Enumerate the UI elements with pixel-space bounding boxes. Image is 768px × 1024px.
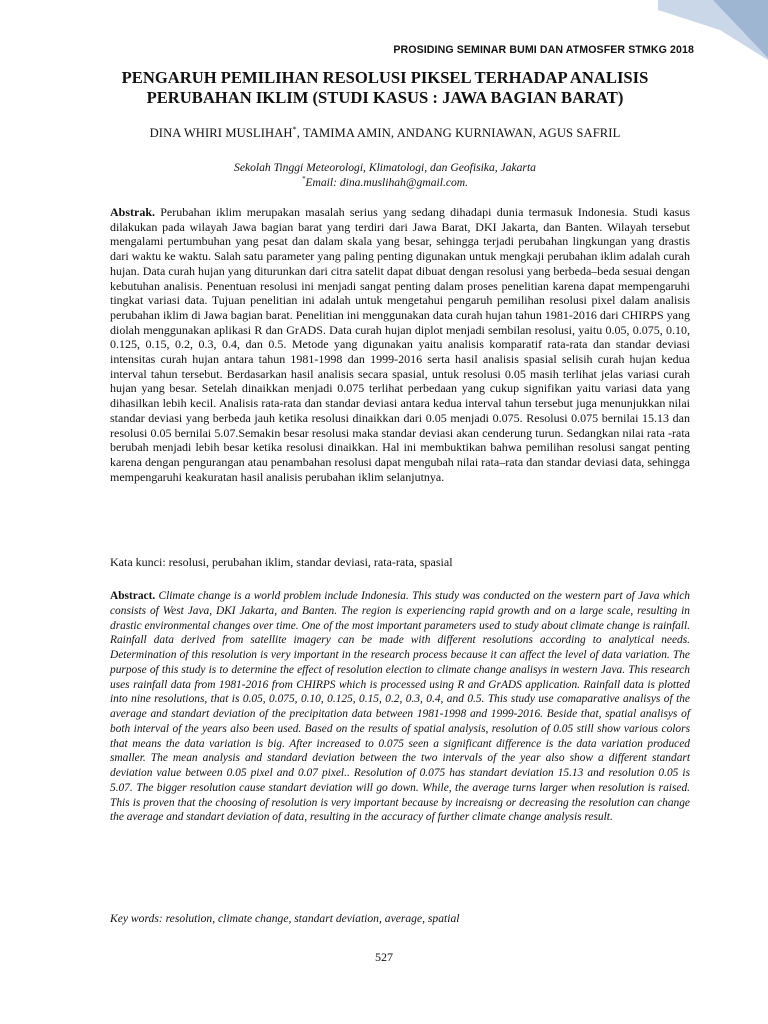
keywords-en: Key words: resolution, climate change, standart deviation, average, spatial: [110, 912, 460, 925]
affiliation-block: [90, 160, 680, 190]
email-line: [90, 175, 680, 190]
title-line-2: PERUBAHAN IKLIM (STUDI KASUS : JAWA BAGIAN BARAT): [146, 88, 624, 107]
abstract-text: Climate change is a world problem include Indonesia. This study was conducted on the western part of Java which consists of West Java, DKI Jakarta, and Banten. The region is experiencing rapid growth and on a large scale, resulting in drastic environmental changes over time. One of the most important parameters used to study about climate change is rainfall. Rainfall data derived from satellite imagery can be made with different resolutions according to analytical needs. Determination of this resolution is very important in the research process because it can affect the level of data variation. The purpose of this study is to determine the effect of resolution election to climate change analisys in western Java. This research uses rainfall data from 1981-2016 from CHIRPS which is processed using R and GrADS application. Rainfall data is plotted into nine resolutions, that is 0.05, 0.075, 0.10, 0.125, 0.15, 0.2, 0.3, 0.4, and 0.5. This study use comaparative analisys of the average and standart deviation of the precipitation data between 1981-1998 and 1999-2016. Beside that, spatial analisys of both interval of the years also been used. Based on the results of spatial analysis, resolution of 0.05 still show various colors that means the data variation is big. After increased to 0.075 seen a significant difference is the data variation produced smaller. The mean analysis and standard deviation between the two intervals of the year also show a different standart deviation value between 0.05 pixel and 0.07 pixel.. Resolution of 0.075 has standart deviation 15.13 and resolution 0.05 is 5.07. The bigger resolution cause standart deviation will go down. While, the average turns larger when resolution is raised. This is proven that the choosing of resolution is very important because by increaisng or decreasing the resolution can change the average and standart deviation of data, resulting in the accuracy of further climate change analysis result.: [110, 590, 690, 824]
running-header: PROSIDING SEMINAR BUMI DAN ATMOSFER STMKG 2018: [393, 44, 694, 56]
abstrak-paragraph: [110, 205, 690, 484]
page-number: 527: [375, 950, 393, 964]
author-mark: *: [292, 124, 297, 134]
abstract-label: Abstract.: [110, 590, 156, 602]
abstract-paragraph: [110, 589, 690, 825]
paper-title: [90, 68, 680, 108]
author-first: DINA WHIRI MUSLIHAH: [149, 126, 293, 140]
author-list: [90, 126, 680, 141]
email-mark: *: [301, 175, 306, 184]
author-rest: , TAMIMA AMIN, ANDANG KURNIAWAN, AGUS SAFRIL: [296, 126, 621, 140]
abstrak-text: Perubahan iklim merupakan masalah serius yang sedang dihadapi dunia termasuk Indonesia. Studi kasus dilakukan pada wilayah Jawa bagian barat yang terdiri dari Jawa Barat, DKI Jakarta, dan Banten. Wilayah tersebut mengalami pertumbuhan yang pesat dan dalam skala yang besar, sehingga terjadi perubahan lingkungan yang drastis dari waktu ke waktu. Salah satu parameter yang paling penting digunakan untuk mengkaji perubahan iklim adalah curah hujan. Data curah hujan yang diturunkan dari citra satelit dapat dibuat dengan resolusi yang berbeda–beda sesuai dengan kebutuhan analisis. Penentuan resolusi ini menjadi sangat penting dalam proses penelitian karena dapat mempengaruhi tingkat variasi data. Tujuan penelitian ini adalah untuk mengetahui pengaruh pemilihan resolusi pixel dalam analisis perubahan iklim di Jawa bagian barat. Penelitian ini menggunakan data curah hujan tahun 1981-2016 dari CHIRPS yang diolah menggunakan aplikasi R dan GrADS. Data curah hujan diplot menjadi sembilan resolusi, yaitu 0.05, 0.075, 0.10, 0.125, 0.15, 0.2, 0.3, 0.4, dan 0.5. Metode yang digunakan yaitu analisis komparatif rata-rata dan standar deviasi intensitas curah hujan antara tahun 1981-1998 dan 1999-2016 serta hasil analisis spasial selisih curah hujan kedua interval tahun tersebut. Berdasarkan hasil analisis secara spasial, untuk resolusi 0.05 masih terlihat jelas variasi curah hujan yang besar. Setelah dinaikkan menjadi 0.075 terlihat perbedaan yang cukup signifikan yaitu variasi data yang dihasilkan lebih kecil. Analisis rata-rata dan standar deviasi antara kedua interval tahun tersebut juga menunjukkan nilai standar deviasi yang berbeda jauh ketika resolusi dinaikkan dari 0.05 menjadi 0.075. Resolusi 0.075 bernilai 15.13 dan resolusi 0.05 bernilai 5.07.Semakin besar resolusi maka standar deviasi akan cenderung turun. Sedangkan nilai rata -rata berubah menjadi lebih besar ketika resolusi dinaikkan. Hal ini membuktikan bahwa pemilihan resolusi sangat penting karena dengan pengurangan atau penambahan resolusi dapat mengubah nilai rata–rata dan standar deviasi data, sehingga mempengaruhi keakuratan hasil analisis perubahan iklim selanjutnya.: [110, 205, 690, 484]
email: Email: dina.muslihah@gmail.com.: [305, 176, 469, 189]
abstrak-label: Abstrak.: [110, 205, 156, 219]
affiliation: Sekolah Tinggi Meteorologi, Klimatologi, dan Geofisika, Jakarta: [234, 161, 536, 174]
kata-kunci: Kata kunci: resolusi, perubahan iklim, standar deviasi, rata-rata, spasial: [110, 555, 453, 569]
title-line-1: PENGARUH PEMILIHAN RESOLUSI PIKSEL TERHADAP ANALISIS: [121, 68, 649, 87]
